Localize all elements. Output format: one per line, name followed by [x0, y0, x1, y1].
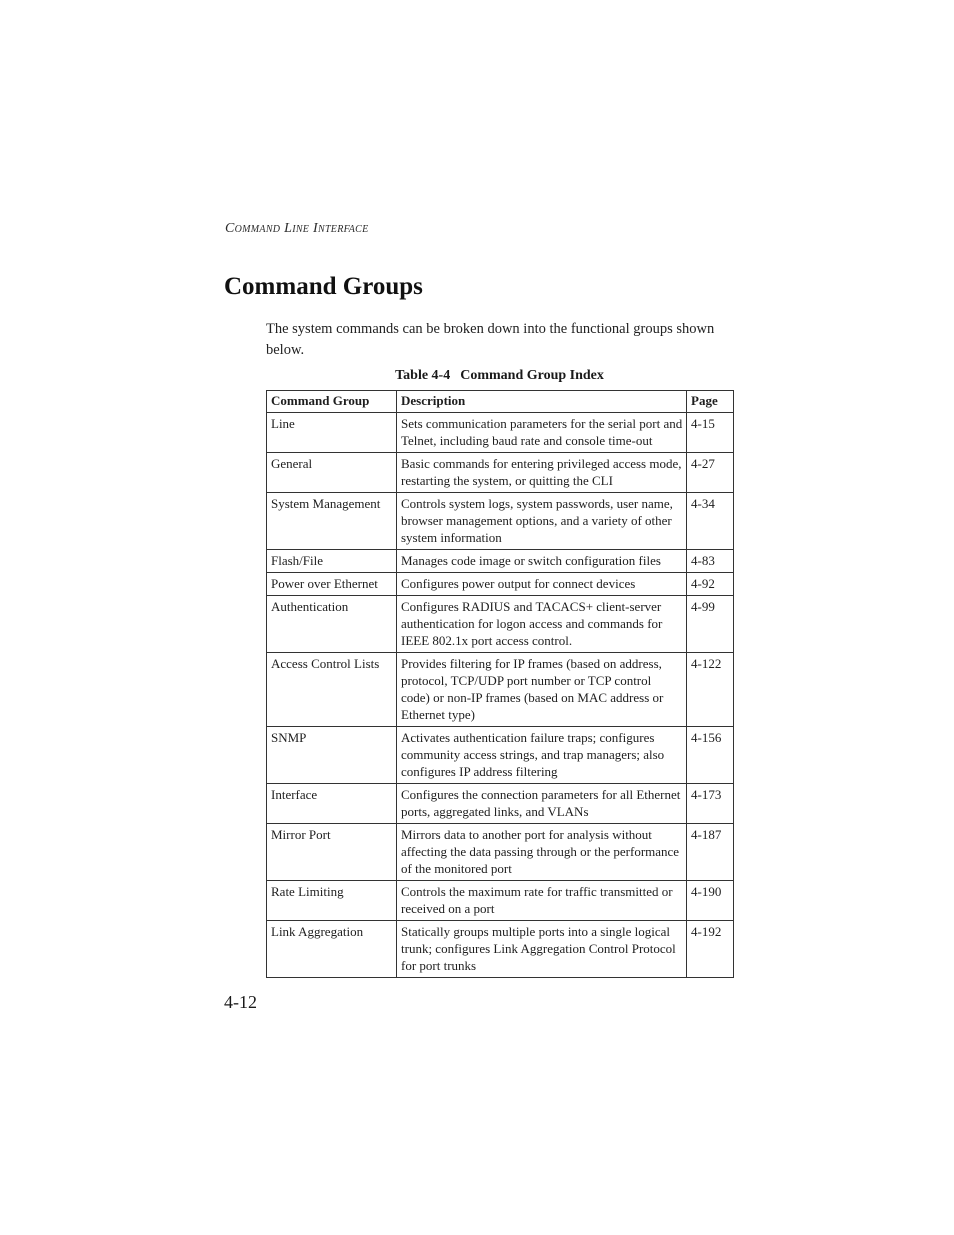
- cell-description: Sets communication parameters for the serial port and Telnet, including baud rate and console time-out: [397, 413, 687, 453]
- table-row: [267, 881, 734, 921]
- cell-group: SNMP: [267, 727, 397, 784]
- table-row: [267, 727, 734, 784]
- cell-page: 4-15: [687, 413, 734, 453]
- cell-group: Authentication: [267, 596, 397, 653]
- table-caption-title: Command Group Index: [460, 368, 604, 383]
- table-row: [267, 653, 734, 727]
- header-page: Page: [687, 391, 734, 413]
- cell-description: Statically groups multiple ports into a single logical trunk; configures Link Aggregation Control Protocol for port trunks: [397, 921, 687, 978]
- table-header-row: [267, 391, 734, 413]
- cell-group: Rate Limiting: [267, 881, 397, 921]
- cell-page: 4-27: [687, 453, 734, 493]
- cell-description: Manages code image or switch configuration files: [397, 550, 687, 573]
- cell-page: 4-173: [687, 784, 734, 824]
- cell-description: Mirrors data to another port for analysis without affecting the data passing through or the performance of the monitored port: [397, 824, 687, 881]
- cell-page: 4-192: [687, 921, 734, 978]
- table-row: [267, 493, 734, 550]
- cell-group: System Management: [267, 493, 397, 550]
- header-command-group: Command Group: [267, 391, 397, 413]
- cell-group: Flash/File: [267, 550, 397, 573]
- intro-paragraph: The system commands can be broken down into the functional groups shown below.: [266, 321, 715, 358]
- table-row: [267, 550, 734, 573]
- cell-group: General: [267, 453, 397, 493]
- cell-page: 4-34: [687, 493, 734, 550]
- cell-description: Controls system logs, system passwords, user name, browser management options, and a variety of other system information: [397, 493, 687, 550]
- cell-page: 4-190: [687, 881, 734, 921]
- table-row: [267, 921, 734, 978]
- section-title: Command Groups: [224, 273, 423, 300]
- header-description: Description: [397, 391, 687, 413]
- cell-description: Activates authentication failure traps; configures community access strings, and trap managers; also configures IP address filtering: [397, 727, 687, 784]
- cell-group: Access Control Lists: [267, 653, 397, 727]
- table-row: [267, 824, 734, 881]
- cell-page: 4-83: [687, 550, 734, 573]
- cell-page: 4-92: [687, 573, 734, 596]
- cell-group: Link Aggregation: [267, 921, 397, 978]
- cell-group: Line: [267, 413, 397, 453]
- cell-description: Configures power output for connect devices: [397, 573, 687, 596]
- cell-description: Basic commands for entering privileged access mode, restarting the system, or quitting the CLI: [397, 453, 687, 493]
- cell-group: Power over Ethernet: [267, 573, 397, 596]
- cell-description: Configures RADIUS and TACACS+ client-server authentication for logon access and commands for IEEE 802.1x port access control.: [397, 596, 687, 653]
- table-caption-number: Table 4-4: [395, 368, 451, 383]
- table-row: [267, 453, 734, 493]
- cell-description: Configures the connection parameters for all Ethernet ports, aggregated links, and VLANs: [397, 784, 687, 824]
- table-row: [267, 784, 734, 824]
- cell-group: Mirror Port: [267, 824, 397, 881]
- table-row: [267, 573, 734, 596]
- running-header: Command Line Interface: [225, 221, 369, 236]
- page-number: 4-12: [224, 992, 257, 1012]
- cell-description: Provides filtering for IP frames (based on address, protocol, TCP/UDP port number or TCP control code) or non-IP frames (based on MAC address or Ethernet type): [397, 653, 687, 727]
- cell-group: Interface: [267, 784, 397, 824]
- table-caption: [266, 368, 733, 384]
- cell-page: 4-99: [687, 596, 734, 653]
- cell-page: 4-122: [687, 653, 734, 727]
- cell-page: 4-156: [687, 727, 734, 784]
- table-row: [267, 596, 734, 653]
- table-row: [267, 413, 734, 453]
- command-group-table: [266, 390, 734, 978]
- cell-page: 4-187: [687, 824, 734, 881]
- cell-description: Controls the maximum rate for traffic transmitted or received on a port: [397, 881, 687, 921]
